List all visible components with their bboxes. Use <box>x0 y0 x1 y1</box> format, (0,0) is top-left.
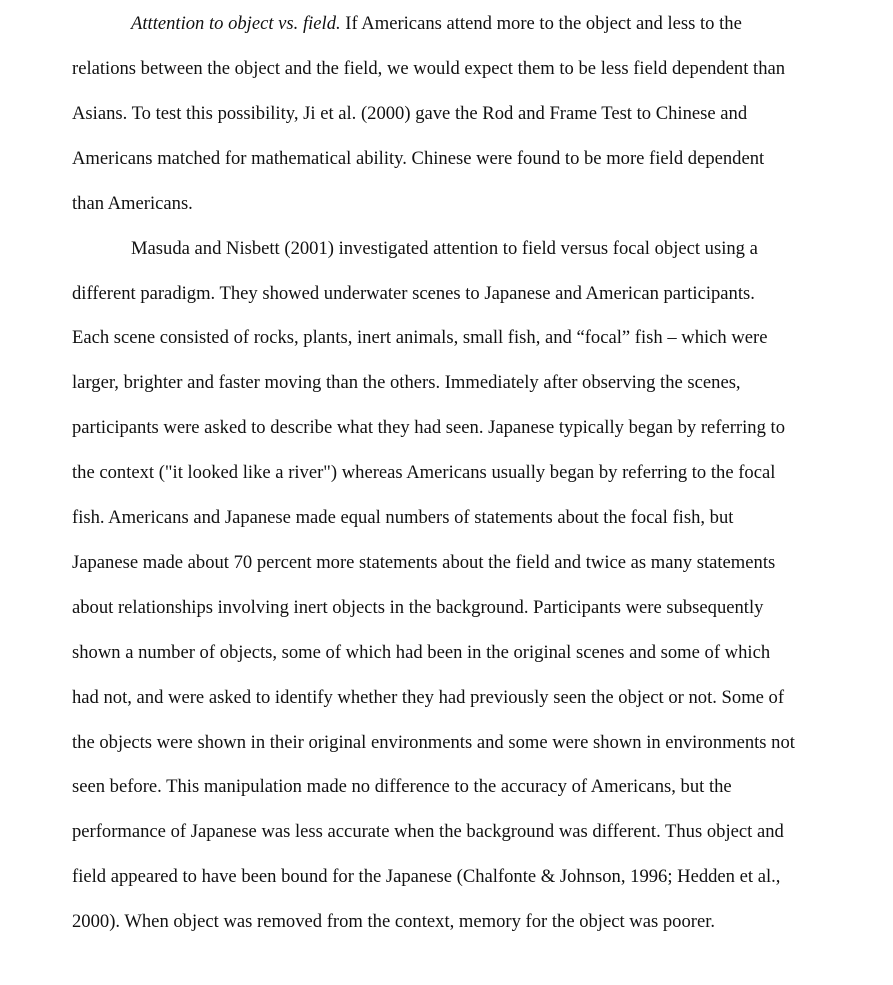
paragraph-1-line-1-text: If Americans attend more to the object and less to the <box>340 13 742 34</box>
paragraph-2-line-11: had not, and were asked to identify whether they had previously seen the object or not. Some of <box>72 687 785 708</box>
paragraph-1-line-3: Asians. To test this possibility, Ji et al. (2000) gave the Rod and Frame Test to Chinese and <box>72 103 748 124</box>
paragraph-2-line-10: shown a number of objects, some of which had been in the original scenes and some of which <box>72 642 771 663</box>
paragraph-2-line-7: fish. Americans and Japanese made equal numbers of statements about the focal fish, but <box>72 507 734 528</box>
paragraph-2-line-5: participants were asked to describe what they had seen. Japanese typically began by referring to <box>72 417 785 438</box>
paragraph-2-line-12: the objects were shown in their original environments and some were shown in environments not <box>72 732 795 753</box>
paragraph-2-line-9: about relationships involving inert objects in the background. Participants were subsequently <box>72 597 764 618</box>
paragraph-2-line-2: different paradigm. They showed underwater scenes to Japanese and American participants. <box>72 283 755 304</box>
paragraph-2-line-6: the context ("it looked like a river") whereas Americans usually began by referring to the focal <box>72 462 776 483</box>
paragraph-2-line-16: 2000). When object was removed from the context, memory for the object was poorer. <box>72 911 716 932</box>
paragraph-1-line-1 <box>131 12 742 36</box>
paragraph-1-line-4: Americans matched for mathematical ability. Chinese were found to be more field dependent <box>72 148 765 169</box>
paragraph-2-line-14: performance of Japanese was less accurate when the background was different. Thus object and <box>72 821 784 842</box>
paragraph-2-line-4: larger, brighter and faster moving than the others. Immediately after observing the scenes, <box>72 372 741 393</box>
paragraph-1-line-2: relations between the object and the field, we would expect them to be less field dependent than <box>72 58 786 79</box>
paragraph-2-line-8: Japanese made about 70 percent more statements about the field and twice as many statements <box>72 552 776 573</box>
paragraph-1-line-5: than Americans. <box>72 193 193 214</box>
paragraph-2-line-13: seen before. This manipulation made no difference to the accuracy of Americans, but the <box>72 776 732 797</box>
section-heading: Atttention to object vs. field. <box>131 13 341 34</box>
paragraph-2-line-3: Each scene consisted of rocks, plants, inert animals, small fish, and “focal” fish – which were <box>72 327 768 348</box>
paragraph-2-line-1: Masuda and Nisbett (2001) investigated attention to field versus focal object using a <box>131 238 758 259</box>
paragraph-2-line-15: field appeared to have been bound for the Japanese (Chalfonte & Johnson, 1996; Hedden et al., <box>72 866 781 887</box>
